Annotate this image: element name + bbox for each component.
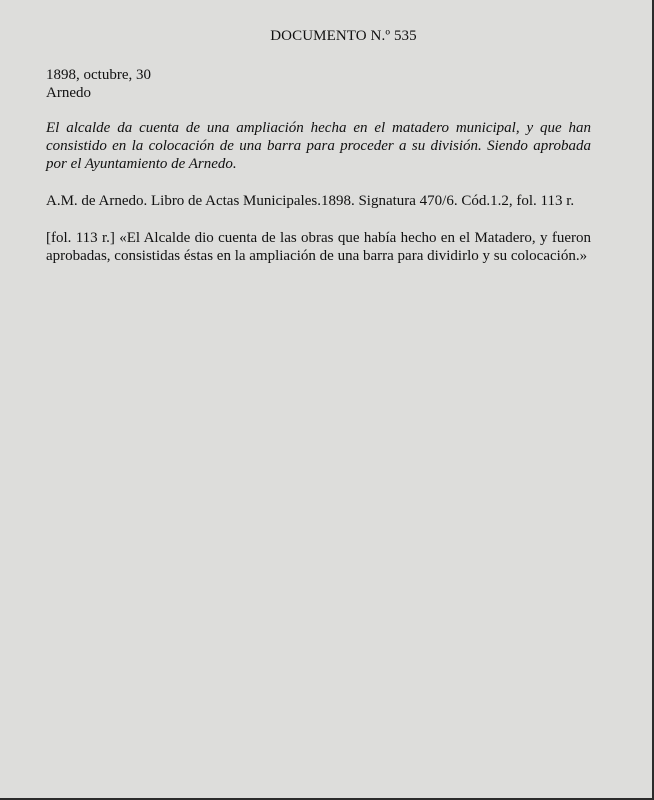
document-date: 1898, octubre, 30 [46, 67, 151, 83]
document-content [46, 27, 591, 265]
document-title: DOCUMENTO N.º 535 [270, 28, 417, 44]
document-transcription: [fol. 113 r.] «El Alcalde dio cuenta de las obras que había hecho en el Matadero, y fueron aprobadas, consistidas éstas en la ampliación de una barra para dividirlo y su colocación.» [46, 230, 591, 264]
document-summary: El alcalde da cuenta de una ampliación hecha en el matadero municipal, y que han consistido en la colocación de una barra para proceder a su división. Siendo aprobada por el Ayuntamiento de Arnedo. [46, 120, 591, 172]
document-place: Arnedo [46, 85, 91, 101]
document-source: A.M. de Arnedo. Libro de Actas Municipales.1898. Signatura 470/6. Cód.1.2, fol. 113 r. [46, 193, 575, 209]
document-meta [46, 66, 591, 102]
